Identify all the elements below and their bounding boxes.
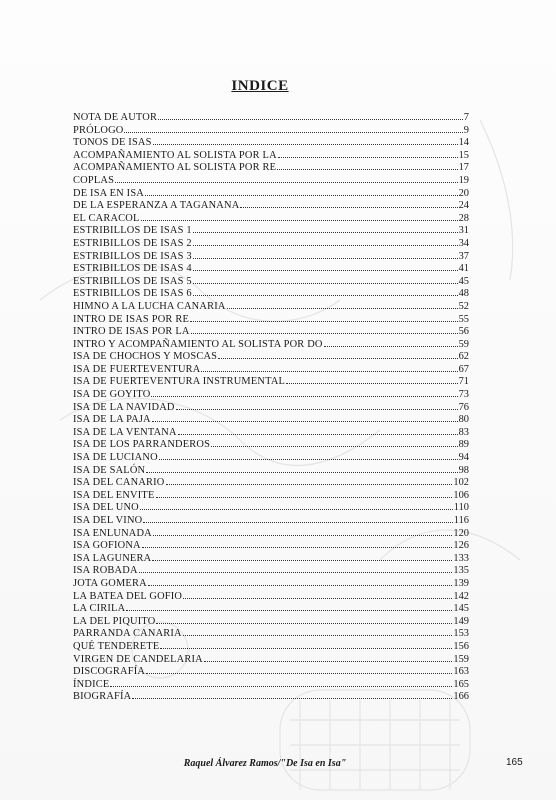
toc-entry-title: VIRGEN DE CANDELARIA	[73, 653, 203, 665]
toc-entry	[73, 286, 469, 299]
toc-entry-page: 126	[453, 540, 469, 552]
toc-leader-dots	[140, 500, 453, 510]
toc-entry-page: 149	[453, 615, 469, 627]
toc-leader-dots	[201, 362, 457, 372]
toc-leader-dots	[132, 689, 452, 699]
toc-entry-title: ESTRIBILLOS DE ISAS 3	[73, 250, 192, 262]
toc-entry-page: 14	[458, 137, 469, 149]
toc-entry-page: 110	[453, 502, 469, 514]
toc-entry	[73, 312, 469, 325]
toc-leader-dots	[178, 425, 458, 435]
toc-entry	[73, 551, 469, 564]
toc-entry-title: ISA ENLUNADA	[73, 527, 152, 539]
toc-entry-title: ISA DE CHOCHOS Y MOSCAS	[73, 351, 218, 363]
toc-entry-page: 106	[453, 489, 469, 501]
toc-entry	[73, 639, 469, 652]
toc-entry	[73, 450, 469, 463]
toc-entry-page: 45	[458, 275, 469, 287]
toc-entry-title: ACOMPAÑAMIENTO AL SOLISTA POR RE	[73, 162, 277, 174]
toc-entry-page: 19	[458, 174, 469, 186]
toc-leader-dots	[193, 286, 458, 296]
toc-entry-page: 102	[453, 477, 469, 489]
toc-entry-title: QUÉ TENDERETE	[73, 640, 160, 652]
toc-entry-page: 135	[453, 565, 469, 577]
toc-entry-title: BIOGRAFÍA	[73, 691, 132, 703]
toc-entry	[73, 614, 469, 627]
toc-leader-dots	[204, 652, 453, 662]
toc-entry	[73, 299, 469, 312]
toc-entry-page: 17	[458, 162, 469, 174]
toc-entry-page: 145	[453, 603, 469, 615]
toc-leader-dots	[153, 135, 458, 145]
toc-entry-title: ISA DE LA NAVIDAD	[73, 401, 175, 413]
toc-leader-dots	[153, 526, 453, 536]
toc-entry-title: ISA LAGUNERA	[73, 552, 152, 564]
page-title: INDICE	[231, 78, 289, 94]
toc-entry-page: 59	[458, 338, 469, 350]
toc-entry-title: DISCOGRAFÍA	[73, 666, 146, 678]
toc-entry	[73, 173, 469, 186]
toc-entry	[73, 186, 469, 199]
toc-entry	[73, 400, 469, 413]
toc-entry-page: 56	[458, 326, 469, 338]
toc-entry	[73, 463, 469, 476]
toc-entry-page: 156	[453, 640, 469, 652]
toc-entry-page: 73	[458, 389, 469, 401]
toc-entry-title: INTRO DE ISAS POR LA	[73, 326, 190, 338]
toc-leader-dots	[156, 488, 453, 498]
toc-entry-page: 139	[453, 577, 469, 589]
toc-leader-dots	[183, 626, 453, 636]
toc-leader-dots	[193, 223, 458, 233]
toc-entry-title: ISA DE LOS PARRANDEROS	[73, 439, 211, 451]
toc-leader-dots	[148, 576, 453, 586]
toc-entry-page: 159	[453, 653, 469, 665]
toc-entry-title: TONOS DE ISAS	[73, 137, 152, 149]
toc-entry-page: 83	[458, 426, 469, 438]
toc-leader-dots	[190, 312, 458, 322]
toc-entry	[73, 664, 469, 677]
toc-entry-page: 67	[458, 363, 469, 375]
toc-entry-title: HIMNO A LA LUCHA CANARIA	[73, 300, 226, 312]
toc-entry-title: ISA DE SALÓN	[73, 464, 146, 476]
toc-entry	[73, 601, 469, 614]
toc-entry-page: 116	[453, 515, 469, 526]
toc-entry-title: ESTRIBILLOS DE ISAS 2	[73, 237, 192, 249]
toc-entry-title: ISA GOFIONA	[73, 540, 141, 552]
toc-entry-page: 62	[458, 351, 469, 363]
toc-leader-dots	[193, 274, 458, 284]
toc-leader-dots	[278, 148, 458, 158]
toc-entry-page: 9	[463, 124, 469, 136]
toc-entry-page: 133	[453, 552, 469, 564]
toc-entry-page: 55	[458, 313, 469, 325]
toc-entry	[73, 689, 469, 702]
toc-entry	[73, 135, 469, 148]
toc-entry	[73, 362, 469, 375]
toc-entry-title: EL CARACOL	[73, 212, 140, 224]
toc-entry	[73, 538, 469, 551]
toc-leader-dots	[151, 387, 457, 397]
toc-entry-page: 80	[458, 414, 469, 426]
toc-entry-page: 89	[458, 439, 469, 451]
toc-leader-dots	[156, 614, 452, 624]
toc-leader-dots	[211, 437, 458, 447]
toc-entry	[73, 249, 469, 262]
toc-entry	[73, 526, 469, 539]
toc-leader-dots	[159, 450, 458, 460]
toc-entry	[73, 349, 469, 362]
toc-entry	[73, 148, 469, 161]
toc-leader-dots	[146, 664, 452, 674]
toc-entry-title: ISA ROBADA	[73, 565, 138, 577]
toc-entry-title: JOTA GOMERA	[73, 577, 147, 589]
toc-entry	[73, 261, 469, 274]
toc-entry	[73, 211, 469, 224]
toc-entry-page: 165	[453, 678, 469, 690]
toc-entry-title: ESTRIBILLOS DE ISAS 5	[73, 275, 192, 287]
toc-entry	[73, 324, 469, 337]
toc-entry-page: 153	[453, 628, 469, 640]
toc-leader-dots	[183, 589, 452, 599]
toc-entry-title: PARRANDA CANARIA	[73, 628, 182, 640]
toc-entry-title: LA DEL PIQUITO	[73, 615, 156, 627]
toc-leader-dots	[227, 299, 458, 309]
toc-entry-page: 20	[458, 187, 469, 199]
toc-leader-dots	[126, 601, 452, 611]
toc-leader-dots	[286, 374, 458, 384]
toc-entry	[73, 500, 469, 513]
toc-entry-page: 24	[458, 200, 469, 212]
toc-entry	[73, 488, 469, 501]
toc-leader-dots	[176, 400, 458, 410]
toc-leader-dots	[152, 551, 452, 561]
toc-entry-title: ESTRIBILLOS DE ISAS 1	[73, 225, 192, 237]
toc-leader-dots	[218, 349, 457, 359]
toc-leader-dots	[193, 236, 458, 246]
toc-entry	[73, 374, 469, 387]
toc-leader-dots	[143, 513, 452, 523]
toc-entry	[73, 337, 469, 350]
toc-entry	[73, 274, 469, 287]
footer-author: Raquel Álvarez Ramos/"De Isa en Isa"	[183, 758, 347, 769]
toc-leader-dots	[166, 475, 453, 485]
toc-entry-title: ISA DEL ENVITE	[73, 489, 155, 501]
toc-entry	[73, 110, 469, 123]
toc-entry-page: 7	[463, 112, 469, 123]
toc-entry-page: 37	[458, 250, 469, 262]
footer-page-number: 165	[506, 757, 523, 768]
toc-entry-title: ACOMPAÑAMIENTO AL SOLISTA POR LA	[73, 149, 277, 161]
toc-entry-title: NOTA DE AUTOR	[73, 112, 158, 123]
toc-leader-dots	[141, 211, 458, 221]
toc-entry	[73, 198, 469, 211]
toc-leader-dots	[152, 412, 458, 422]
toc-entry	[73, 412, 469, 425]
table-of-contents	[73, 110, 469, 702]
toc-entry-page: 15	[458, 149, 469, 161]
toc-entry-title: ESTRIBILLOS DE ISAS 6	[73, 288, 192, 300]
toc-entry-page: 52	[458, 300, 469, 312]
toc-entry-title: COPLAS	[73, 174, 115, 186]
toc-entry	[73, 626, 469, 639]
toc-entry-title: ISA DE LA PAJA	[73, 414, 151, 426]
toc-entry-page: 142	[453, 590, 469, 602]
toc-entry	[73, 589, 469, 602]
toc-entry	[73, 513, 469, 526]
toc-leader-dots	[240, 198, 457, 208]
toc-entry	[73, 475, 469, 488]
toc-entry-page: 71	[458, 376, 469, 388]
toc-entry-title: LA CIRILA	[73, 603, 126, 615]
toc-entry-title: LA BATEA DEL GOFIO	[73, 590, 183, 602]
toc-entry-title: PRÓLOGO	[73, 124, 124, 136]
toc-entry	[73, 160, 469, 173]
toc-leader-dots	[193, 261, 458, 271]
toc-leader-dots	[115, 173, 458, 183]
toc-entry-page: 41	[458, 263, 469, 275]
toc-entry-page: 34	[458, 237, 469, 249]
toc-entry	[73, 576, 469, 589]
toc-entry	[73, 677, 469, 690]
toc-entry-title: ESTRIBILLOS DE ISAS 4	[73, 263, 192, 275]
toc-entry-title: ISA DE FUERTEVENTURA	[73, 363, 201, 375]
toc-leader-dots	[158, 110, 463, 120]
toc-entry-page: 98	[458, 464, 469, 476]
toc-entry-page: 28	[458, 212, 469, 224]
toc-leader-dots	[191, 324, 458, 334]
toc-entry-title: ISA DE GOYITO	[73, 389, 151, 401]
toc-entry-page: 31	[458, 225, 469, 237]
toc-leader-dots	[277, 160, 457, 170]
toc-entry-title: ISA DE FUERTEVENTURA INSTRUMENTAL	[73, 376, 286, 388]
toc-entry	[73, 652, 469, 665]
toc-entry-page: 120	[453, 527, 469, 539]
toc-entry-title: ISA DE LUCIANO	[73, 452, 158, 464]
toc-leader-dots	[145, 186, 458, 196]
toc-entry	[73, 425, 469, 438]
toc-entry	[73, 387, 469, 400]
toc-entry-page: 76	[458, 401, 469, 413]
toc-entry	[73, 437, 469, 450]
toc-entry-page: 94	[458, 452, 469, 464]
toc-entry-title: DE LA ESPERANZA A TAGANANA	[73, 200, 240, 212]
toc-entry-title: ISA DEL VINO	[73, 515, 143, 526]
toc-entry-page: 163	[453, 666, 469, 678]
toc-entry-title: DE ISA EN ISA	[73, 187, 145, 199]
toc-entry	[73, 123, 469, 136]
toc-entry	[73, 563, 469, 576]
toc-leader-dots	[110, 677, 452, 687]
toc-leader-dots	[124, 123, 462, 133]
toc-entry-title: ISA DEL CANARIO	[73, 477, 165, 489]
toc-leader-dots	[139, 563, 453, 573]
toc-leader-dots	[193, 249, 458, 259]
toc-entry	[73, 236, 469, 249]
toc-entry-title: INTRO Y ACOMPAÑAMIENTO AL SOLISTA POR DO	[73, 338, 323, 350]
toc-entry-page: 48	[458, 288, 469, 300]
toc-entry-title: ISA DE LA VENTANA	[73, 426, 177, 438]
toc-entry-title: ISA DEL UNO	[73, 502, 139, 514]
toc-entry	[73, 223, 469, 236]
toc-leader-dots	[160, 639, 452, 649]
toc-entry-title: INTRO DE ISAS POR RE	[73, 313, 189, 325]
toc-entry-page: 166	[453, 691, 469, 703]
toc-leader-dots	[142, 538, 453, 548]
toc-leader-dots	[324, 337, 458, 347]
toc-entry-title: ÍNDICE	[73, 678, 110, 690]
toc-leader-dots	[146, 463, 457, 473]
